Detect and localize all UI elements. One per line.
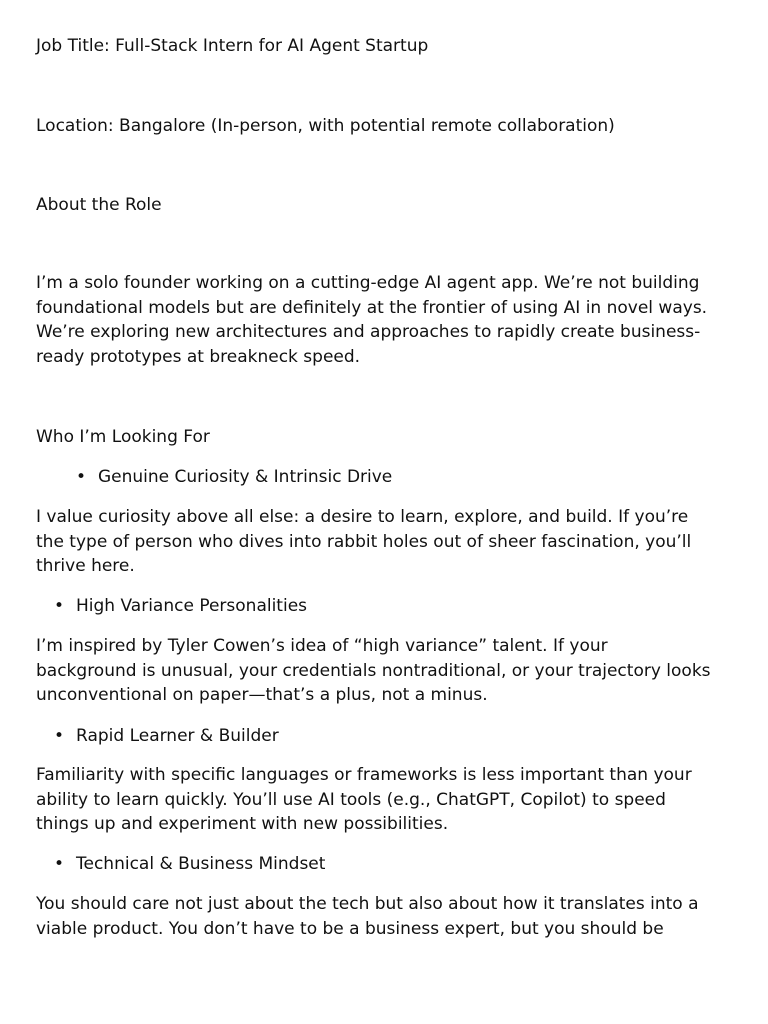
looking-heading: Who I’m Looking For — [36, 427, 210, 447]
about-line: foundational models but are definitely at the frontier of using AI in novel ways. — [36, 297, 708, 318]
bullet-label: Rapid Learner & Builder — [76, 726, 279, 746]
section-paragraph — [36, 892, 736, 941]
about-line: We’re exploring new architectures and approaches to rapidly create business- — [36, 322, 701, 342]
bullet-item — [76, 465, 392, 490]
section-paragraph — [36, 634, 736, 708]
paragraph-line: unconventional on paper—that’s a plus, not a minus. — [36, 685, 488, 705]
bullet-item — [54, 594, 307, 619]
paragraph-line: things up and experiment with new possibilities. — [36, 814, 449, 834]
location-line: Location: Bangalore (In-person, with potential remote collaboration) — [36, 116, 615, 136]
job-title: Job Title: Full-Stack Intern for AI Agent Startup — [36, 36, 429, 56]
paragraph-line: You should care not just about the tech but also about how it translates into a — [36, 894, 699, 914]
about-line: I’m a solo founder working on a cutting-edge AI agent app. We’re not building — [36, 273, 700, 293]
paragraph-line: I value curiosity above all else: a desire to learn, explore, and build. If you’re — [36, 507, 689, 527]
bullet-item — [54, 852, 325, 877]
section-paragraph — [36, 505, 736, 579]
bullet-label: High Variance Personalities — [76, 596, 308, 616]
paragraph-line: the type of person who dives into rabbit holes out of sheer fascination, you’ll — [36, 531, 692, 552]
paragraph-line: background is unusual, your credentials nontraditional, or your trajectory looks — [36, 660, 711, 681]
paragraph-line: thrive here. — [36, 556, 135, 576]
about-line: ready prototypes at breakneck speed. — [36, 346, 361, 367]
about-paragraph — [36, 271, 736, 369]
bullet-label: Genuine Curiosity & Intrinsic Drive — [98, 467, 393, 487]
about-heading: About the Role — [36, 195, 162, 215]
bullet-dot: • — [54, 596, 65, 616]
section-paragraph — [36, 763, 736, 837]
paragraph-line: Familiarity with specific languages or frameworks is less important than your — [36, 765, 692, 785]
bullet-dot: • — [76, 467, 87, 487]
bullet-label: Technical & Business Mindset — [76, 854, 326, 874]
bullet-dot: • — [54, 726, 65, 746]
bullet-dot: • — [54, 854, 65, 874]
paragraph-line: ability to learn quickly. You’ll use AI tools (e.g., ChatGPT, Copilot) to speed — [36, 789, 666, 810]
paragraph-line: viable product. You don’t have to be a business expert, but you should be — [36, 918, 664, 939]
paragraph-line: I’m inspired by Tyler Cowen’s idea of “high variance” talent. If your — [36, 636, 608, 656]
bullet-item — [54, 724, 279, 749]
